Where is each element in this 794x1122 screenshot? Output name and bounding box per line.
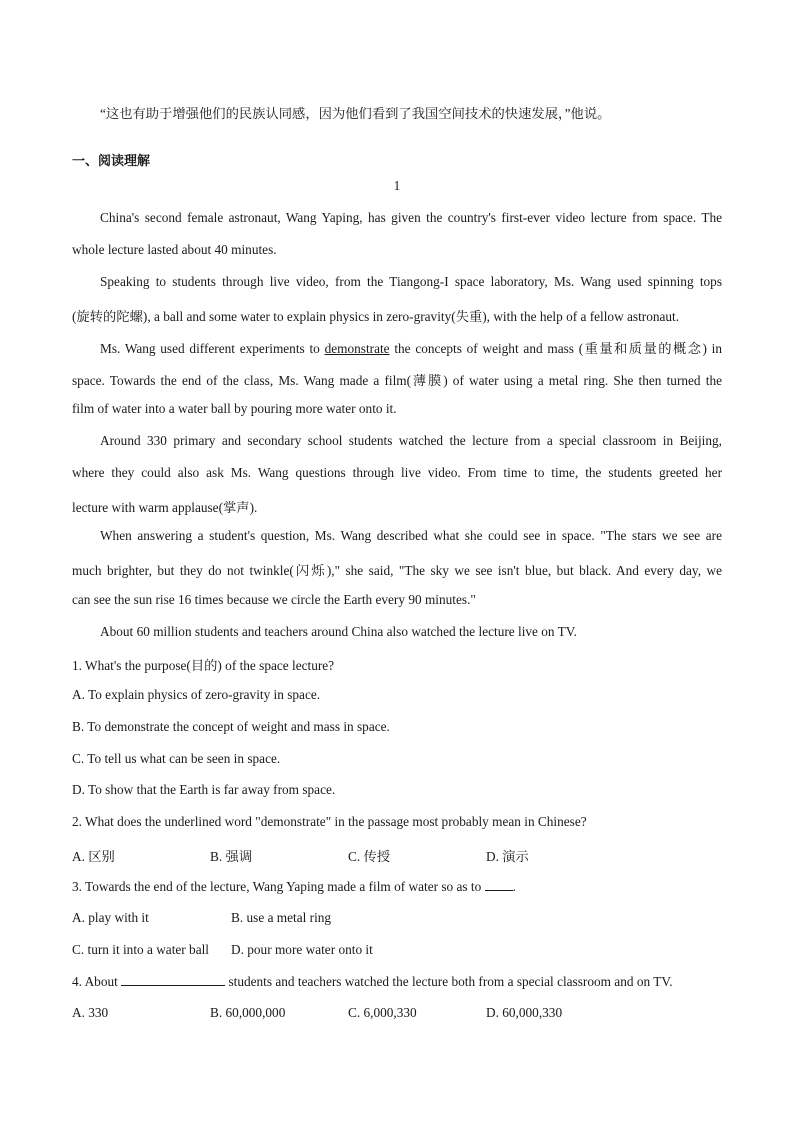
question-4-option-d: D. 60,000,330 [486,1005,563,1020]
answer-blank [121,973,225,986]
question-4-stem-text: 4. About [72,974,122,989]
question-4-stem-rest: students and teachers watched the lecture both from a special classroom and on TV. [225,974,673,989]
underlined-word-demonstrate: demonstrate [324,341,390,356]
question-3-option-c: C. turn it into a water ball [72,942,210,957]
question-4-stem [72,973,673,990]
passage-p2-line2: (旋转的陀螺), a ball and some water to explain physics in zero-gravity(失重), with the help of a fellow astronaut. [72,309,680,324]
question-1-option-a: A. To explain physics of zero-gravity in space. [72,687,321,702]
question-2-option-c: C. 传授 [348,849,391,864]
question-2-option-d: D. 演示 [486,849,529,864]
intro-line: “这也有助于增强他们的民族认同感，因为他们看到了我国空间技术的快速发展，”他说。 [100,106,611,121]
question-4-option-c: C. 6,000,330 [348,1005,417,1020]
passage-p3-line3: film of water into a water ball by pouring more water onto it. [72,401,397,416]
question-4-option-a: A. 330 [72,1005,109,1020]
question-3-option-d: D. pour more water onto it [231,942,373,957]
passage-p4-line2: where they could also ask Ms. Wang questions through live video. From time to time, the students greeted her [72,465,722,480]
question-3-stem-text: 3. Towards the end of the lecture, Wang Yaping made a film of water so as to [72,879,485,894]
passage-p5-line3: can see the sun rise 16 times because we circle the Earth every 90 minutes." [72,592,476,607]
passage-p5-line2: much brighter, but they do not twinkle(闪烁)," she said, "The sky we see isn't blue, but black. And every day, we [72,563,722,578]
question-1-option-b: B. To demonstrate the concept of weight and mass in space. [72,719,390,734]
passage-p3-line2: space. Towards the end of the class, Ms. Wang made a film(薄膜) of water using a metal ring. She then turned the [72,373,722,388]
question-3-stem-end: . [512,879,516,894]
question-2-stem: 2. What does the underlined word "demonstrate" in the passage most probably mean in Chinese? [72,814,587,829]
question-2-option-a: A. 区别 [72,849,115,864]
passage-p2-line1: Speaking to students through live video, from the Tiangong-I space laboratory, Ms. Wang used spinning tops [100,274,722,289]
question-3-stem [72,878,516,895]
passage-p5-line1: When answering a student's question, Ms. Wang described what she could see in space. "The stars we see are [100,528,722,543]
question-1-option-d: D. To show that the Earth is far away from space. [72,782,336,797]
section-heading: 一、阅读理解 [72,154,151,169]
question-2-option-b: B. 强调 [210,849,253,864]
passage-p1-line2: whole lecture lasted about 40 minutes. [72,242,277,257]
question-4-option-b: B. 60,000,000 [210,1005,286,1020]
p3-text-before: Ms. Wang used different experiments to [100,341,325,356]
passage-p1-line1: China's second female astronaut, Wang Yaping, has given the country's first-ever video lecture from space. The [100,210,722,225]
question-3-option-a: A. play with it [72,910,149,925]
answer-blank [485,878,513,891]
passage-p3-line1 [100,338,722,357]
passage-number: 1 [393,178,401,193]
question-3-option-b: B. use a metal ring [231,910,332,925]
passage-p4-line3: lecture with warm applause(掌声). [72,500,258,515]
question-1-option-c: C. To tell us what can be seen in space. [72,751,281,766]
passage-p4-line1: Around 330 primary and secondary school students watched the lecture from a special classroom in Beijing, [100,433,722,448]
question-1-stem: 1. What's the purpose(目的) of the space lecture? [72,658,335,673]
passage-p6-line1: About 60 million students and teachers around China also watched the lecture live on TV. [100,624,577,639]
p3-text-after: the concepts of weight and mass (重量和质量的概念) in [389,341,722,356]
